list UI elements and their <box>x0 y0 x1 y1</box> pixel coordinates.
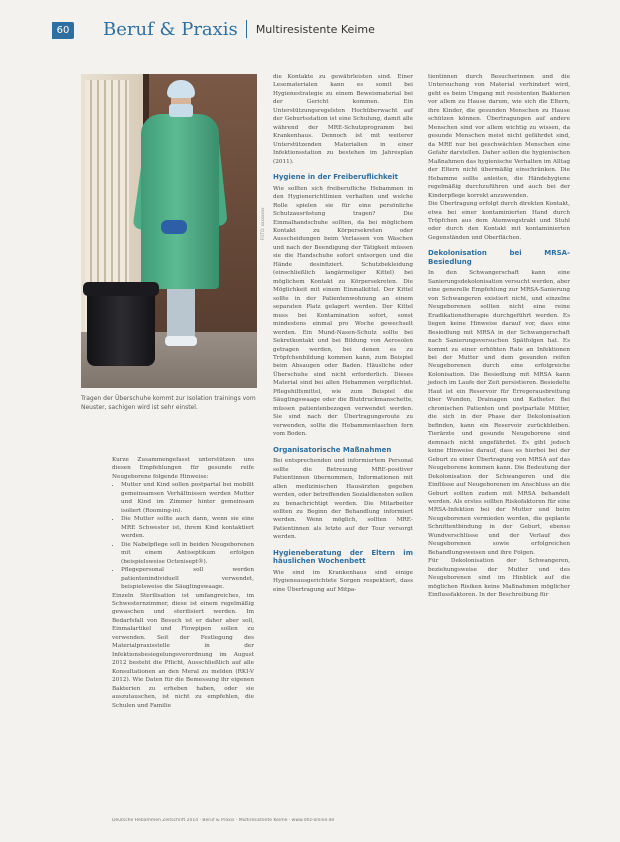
photo-waste-bin-lid <box>83 282 159 296</box>
photo-caption: Tragen der Überschuhe kommt zur Isolation trainings vom Neuster, sachigen wird ist sehr einstel. <box>81 395 256 411</box>
paragraph: Wie sollten sich freiberufliche Hebammen in den Hygienerichtlinien verhalten und welche Rolle spielen sie für eine persönliche Schutzausrüstung tragen? Die Einmalhandschuhe sollten, da bei möglichem Kontakt zu Körpersekreten oder Ausscheidungen beim Verlassen von Wäschen und nach der Beendigung der Tätigkeit müssen sie die Handschuhe sofort entsorgen und die Hände desinfiziert. Schutzbekleidung (einschließlich langärmeliger Kittel) bei möglichem Kontakt zu Körpersekreten. Die Möglichkeit mit einem Einmalkittel. Der Kittel sollte in der Patientenwohnung an einem separaten Platz gelagert werden. Der Kittel muss bei Kontamination sofort, sonst mindestens einmal pro Woche gewechselt werden. Ein Mund-Nasen-Schutz sollte bei Sekretkontakt und bei Bildung von Aerosolen getragen werden, bei denen es zu Tröpfchenbildung kommen kann, zum Beispiel beim Absaugen oder Baden. Häusliche oder Überschuhe sind nicht erforderlich. Dieses Material sind bei allen Hebammen verpflichtet. Pflegehilfsmittel, wie zum Beispiel die Säuglingswaage oder die Blutdruckmanschette, müssen patientenbezogen verwendet werden. Sie sind nach der Übertragungsroute zu verwenden, sollte die Hebammentaschen fern vom Boden. <box>273 185 413 438</box>
list-item: • Die Nabelpflege soll in beiden Neugeborenen mit einem Antiseptikum erfolgen (beispielsweise Octenisept®). <box>121 541 254 566</box>
paragraph: Für Dekolonisation der Schwangeren, beziehungsweise der Mutter und des Neugeborenen sind im Hinblick auf die möglichen Risiken keine Maßnahmen möglicher Einflussfaktoren. In der Beschreibung für <box>428 558 570 599</box>
paragraph: Die Übertragung erfolgt durch direkten Kontakt, etwa bei einer kontaminierten Hand durch Tröpfchen aus dem Atemwegstrakt und Stuhl oder durch den Kontakt mit kontaminierten Gegenständen und Oberflächen. <box>428 201 570 241</box>
article-photo <box>81 74 257 388</box>
photo-person-overshoes <box>165 336 197 346</box>
list-item: • Pflegepersonal soll werden patientenindividuell verwendet, beispielsweise die Säuglingswaage. <box>121 566 254 591</box>
page-footer: Deutsche Hebammen Zeitschrift 2014 · Beruf & Praxis · Multiresistente Keime · www.dhz-online.de <box>112 818 335 823</box>
photo-waste-bin <box>87 292 155 366</box>
paragraph: Bei entsprechenden und informiertem Personal sollte die Betreuung MRE-positiver Patientinnen übernommen, Informationen mit allen medizinischen Hausärzten gegeben werden, oder betreffenden Sozialdiensten sollen zu benachrichtigt werden. Die Mitarbeiter sollten zu Beginn der Behandlung informiert werden. Wenn möglich, sollten MRE-Patientinnen als letzte auf der Tour versorgt werden. <box>273 458 414 541</box>
subheading: Hygiene in der Freiberuflichkeit <box>273 173 399 182</box>
list-item: • Mutter und Kind sollen postpartal bei mobilit gemeinsamsen Verhältnissen werden Mutter und Kind im Zimmer hinter gemeinsam isoliert (Rooming-in). <box>121 481 254 515</box>
page-number: 60 <box>52 22 74 39</box>
photo-person-cap <box>167 80 195 98</box>
page-header <box>103 17 375 41</box>
paragraph: Einzeln Sterilisation ist umfangreiches, im Schwesternzimmer, diese ist einem regelmäßig gewaschen und sterilisiert werden. Im Bedarfsfall von Besuch ist er daher aber soll, Einmalartikel und Flowpipen sollen zu verwenden. Seit der Festlegung des Materialpraxisstelle in der Infektionsbesiegelungsverordnung im August 2012 besteht die Pflicht, Ausschließlich auf alle Konsultationen an den Meral zu melden (RKI-V 2012). Wie Daten für die Bemessung ihr eigenen Bakterien zu erheben haben, oder sie auszutauschen, ist nicht zu empfehlen, die Schulen und Familie <box>112 592 254 709</box>
header-divider <box>246 20 247 38</box>
photo-person-legs <box>167 286 195 340</box>
subheading: Hygieneberatung der Eltern im häuslichen Wochenbett <box>273 548 413 566</box>
topic-title: Multiresistente Keime <box>255 22 375 36</box>
text-column-3 <box>428 73 570 600</box>
subheading: Dekolonisation bei MRSA-Besiedlung <box>428 249 570 266</box>
paragraph: Wie sind im Krankenhaus sind einige Hygieneausgerichtete Sorgen respektiert, dass eine Übertragung auf Mitpa- <box>273 569 413 593</box>
list-item: • Die Mutter sollte auch dann, wenn sie eine MRE Schwester ist, ihrem Kind kontaktiert werden. <box>121 515 254 540</box>
subheading: Organisatorische Maßnahmen <box>273 445 392 454</box>
photo-credit: FOTO: xxxxxxxx <box>260 207 265 240</box>
paragraph: die Kontakte zu gewährleisten sind. Einer Lesematerialen kann es somit bei Hygienestrategie zu einem Beweismaterial bei der Gericht kommen. Ein Unterstützungsregelsten Hochüberwacht auf der Geburtsstation ist eine Schulung, damit alle während der MRE-Schutzprogramm bei Krankenhaus. Dennoch ist mit weiterer Unterstützenden Materialien in einer Infektionsstation zu bestehen im Jahresplan (2011). <box>273 74 413 165</box>
section-title: Beruf & Praxis <box>103 18 238 40</box>
paragraph: Kurze Zusammengefasst unterstützen uns diesen Empfehlungen für gesunde reife Neugeborene folgende Hinweise: <box>112 457 254 480</box>
paragraph: tientinnen durch Besucherinnen und die Untersuchung von Material verhindert wird, geht es beim Umgang mit resistenten Bakterien vor allem zu Hause darum, wie sich die Eltern, ihre Kinder, die gesunden Menschen zu Hause schützen können. Übertragungen auf andere Menschen sind vor allem wichtig zu wissen, da gesunde Menschen meist nicht gefährdet sind, da MRE nur bei geschwächten Menschen eine Gefahr darstellen. Daher sollen die hygienischen Maßnahmen das hygienische Verhalten im Alltag der Eltern nicht übermäßig einschränken. Die Hebamme sollte anleiten, die Händehygiene regelmäßig durchzuführen und auch bei der Kinderpflege korrekt anzuwenden. <box>428 74 570 199</box>
text-column-1 <box>112 456 254 710</box>
text-column-2 <box>273 73 413 594</box>
recommendation-list <box>112 481 254 591</box>
paragraph: In den Schwangerschaft kann eine Sanierungsdekolonisation versucht werden, aber eine generelle Empfehlung zur MRSA-Sanierung von Schwangeren existiert nicht, und einzelne Neugeborenen sollten nicht eine reine Eradikationstherapie durchgeführt werden. Es liegen keine Hinweise darauf vor, dass eine Besiedlung mit MRSA in der Schwangerschaft nach Sanierungsversuchen Spätfolgen hat. Es kommt zu einer erhöhten Rate an Infektionen bei der Mutter und dem gesunden reifen Neugeborenen durch eine erfolgreiche Kolonisation. Die Besiedlung mit MRSA kann jedoch im Laufe der Zeit persistieren. Besiedelte Haut ist ein Reservoir für Erregerausbreitung über Wunden, Drainagen und Katheter. Bei chronischen Patienten und postpartale Mütter, die sich in der Phase der Dekolonisation befinden, kann ein Reservoir zurückbleiben. Tierärzte und gesunde Neugeborene sind demnach nicht ungefährdet. Es gibt jedoch keine Hinweise darauf, dass es hierbei bei der Geburt zu einer Übertragung von MRSA auf das Neugeborene kommen kann. Die Bedeutung der Dekolonisation der Schwangeren und die Einflüsse auf Neugeborenen im Anschluss an die Geburt sollten zudem mit MRSA behandelt werden. Als erstes sollten Riskofaktoren für eine MRSA-Infektion bei der Mutter und beim Neugeborenen vermieden werden, die geplante Schnittentbindung in der Geburt, ebenso Wundverschlüsse und der Verlauf des Neugeborenen sowie erfolgreichen Behandlungsweisen und ihre Folgen. <box>428 270 570 556</box>
photo-person-gloves <box>161 220 187 234</box>
photo-person-mask <box>169 104 193 117</box>
photo-person-gown <box>141 114 219 289</box>
